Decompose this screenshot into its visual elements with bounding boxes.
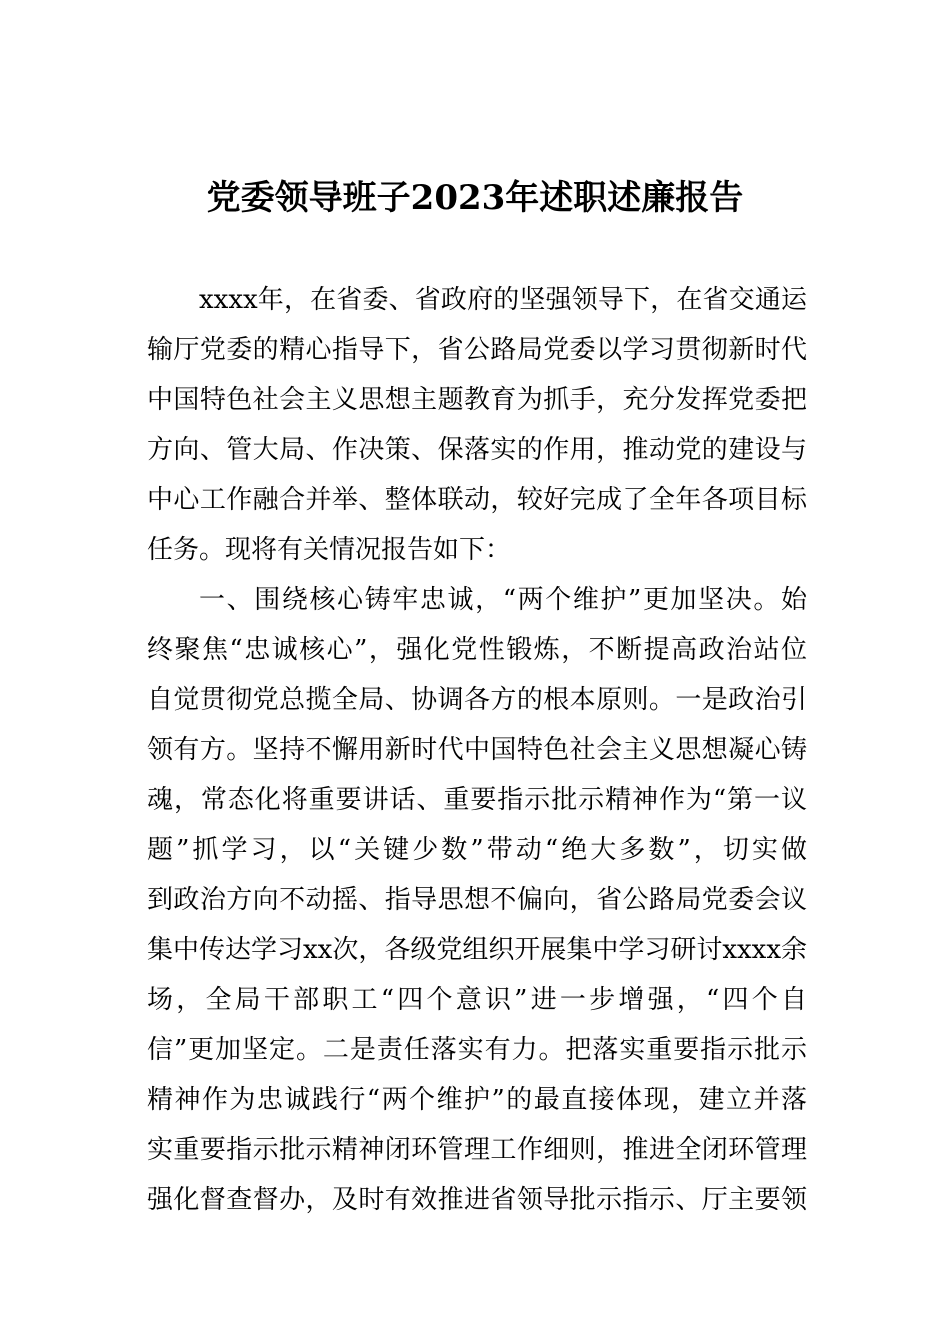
- paragraph-line: 集中传达学习xx次，各级党组织开展集中学习研讨xxxx余: [147, 935, 807, 965]
- paragraph-line: 到政治方向不动摇、指导思想不偏向，省公路局党委会议: [147, 885, 807, 915]
- paragraph-line: 实重要指示批示精神闭环管理工作细则，推进全闭环管理: [147, 1135, 807, 1165]
- paragraph-line: 任务。现将有关情况报告如下：: [147, 535, 512, 565]
- paragraph-line: 精神作为忠诚践行“两个维护”的最直接体现，建立并落: [147, 1085, 807, 1115]
- paragraph-line: 场，全局干部职工“四个意识”进一步增强，“四个自: [147, 985, 807, 1015]
- paragraph-line: xxxx年，在省委、省政府的坚强领导下，在省交通运: [199, 285, 807, 315]
- paragraph-line: 中心工作融合并举、整体联动，较好完成了全年各项目标: [147, 485, 807, 515]
- paragraph-line: 一、围绕核心铸牢忠诚，“两个维护”更加坚决。始: [199, 585, 807, 615]
- paragraph-line: 自觉贯彻党总揽全局、协调各方的根本原则。一是政治引: [147, 685, 807, 715]
- paragraph-line: 强化督查督办，及时有效推进省领导批示指示、厅主要领: [147, 1185, 807, 1215]
- paragraph-line: 终聚焦“忠诚核心”，强化党性锻炼，不断提高政治站位: [147, 635, 807, 665]
- paragraph-line: 魂，常态化将重要讲话、重要指示批示精神作为“第一议: [147, 785, 807, 815]
- paragraph-line: 方向、管大局、作决策、保落实的作用，推动党的建设与: [147, 435, 807, 465]
- paragraph-line: 题”抓学习，以“关键少数”带动“绝大多数”，切实做: [147, 835, 807, 865]
- paragraph-line: 中国特色社会主义思想主题教育为抓手，充分发挥党委把: [147, 385, 807, 415]
- paragraph-line: 领有方。坚持不懈用新时代中国特色社会主义思想凝心铸: [147, 735, 807, 765]
- paragraph-line: 输厅党委的精心指导下，省公路局党委以学习贯彻新时代: [147, 335, 807, 365]
- document-title: 党委领导班子2023年述职述廉报告: [206, 178, 744, 218]
- paragraph-line: 信”更加坚定。二是责任落实有力。把落实重要指示批示: [147, 1035, 807, 1065]
